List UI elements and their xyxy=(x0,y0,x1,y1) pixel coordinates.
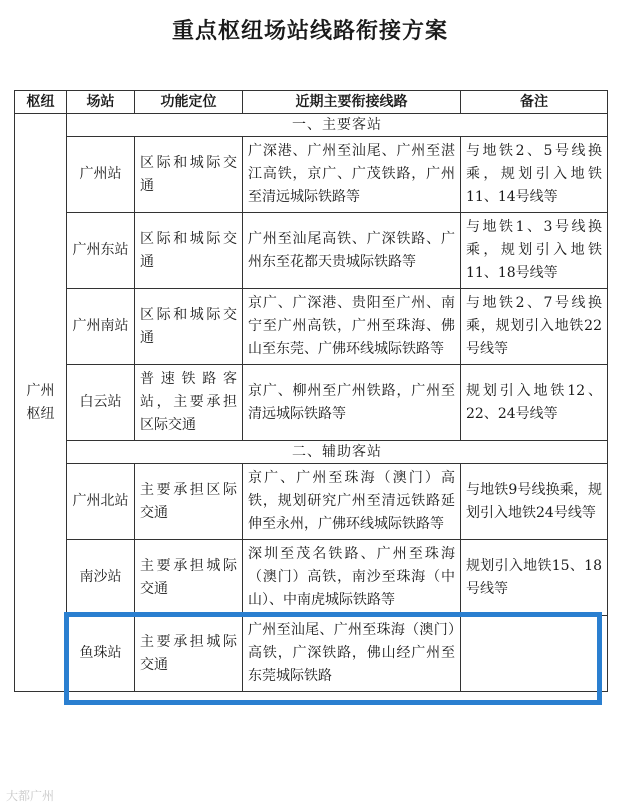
header-hub: 枢纽 xyxy=(15,91,67,114)
station-function: 区际和城际交通 xyxy=(135,289,243,365)
header-function: 功能定位 xyxy=(135,91,243,114)
document-title: 重点枢纽场站线路衔接方案 xyxy=(171,19,448,44)
table-row-highlighted xyxy=(15,540,608,616)
station-lines: 深圳至茂名铁路、广州至珠海（澳门）高铁，南沙至珠海（中山）、中南虎城际铁路等 xyxy=(243,540,461,616)
station-note: 与地铁9号线换乘，规划引入地铁24号线等 xyxy=(461,464,608,540)
hub-cell: 广州枢纽 xyxy=(15,114,67,692)
station-lines: 广深港、广州至汕尾、广州至湛江高铁，京广、广茂铁路，广州至清远城际铁路等 xyxy=(243,137,461,213)
station-note: 与地铁2、7号线换乘，规划引入地铁22号线等 xyxy=(461,289,608,365)
station-table xyxy=(14,90,608,692)
watermark: 大都广州 xyxy=(6,789,55,803)
station-function: 主要承担城际交通 xyxy=(135,616,243,692)
station-note: 规划引入地铁15、18号线等 xyxy=(461,540,608,616)
station-function: 区际和城际交通 xyxy=(135,137,243,213)
station-name: 广州南站 xyxy=(67,289,135,365)
station-lines: 京广、广州至珠海（澳门）高铁，规划研究广州至清远铁路延伸至永州，广佛环线城际铁路等 xyxy=(243,464,461,540)
station-name: 鱼珠站 xyxy=(67,616,135,692)
station-name: 广州北站 xyxy=(67,464,135,540)
table-row xyxy=(15,213,608,289)
section-label-auxiliary: 二、辅助客站 xyxy=(67,441,608,464)
station-function: 普速铁路客站，主要承担区际交通 xyxy=(135,365,243,441)
station-lines: 京广、柳州至广州铁路，广州至清远城际铁路等 xyxy=(243,365,461,441)
header-lines: 近期主要衔接线路 xyxy=(243,91,461,114)
station-name: 南沙站 xyxy=(67,540,135,616)
station-function: 区际和城际交通 xyxy=(135,213,243,289)
highlight-box xyxy=(64,612,602,705)
table-row xyxy=(15,464,608,540)
table-row xyxy=(15,289,608,365)
section-label-main: 一、主要客站 xyxy=(67,114,608,137)
header-station: 场站 xyxy=(67,91,135,114)
station-lines: 广州至汕尾高铁、广深铁路、广州东至花都天贵城际铁路等 xyxy=(243,213,461,289)
station-lines: 广州至汕尾、广州至珠海（澳门）高铁，广深铁路，佛山经广州至东莞城际铁路 xyxy=(243,616,461,692)
header-note: 备注 xyxy=(461,91,608,114)
station-function: 主要承担区际交通 xyxy=(135,464,243,540)
station-note: 与地铁2、5号线换乘，规划引入地铁11、14号线等 xyxy=(461,137,608,213)
table-row xyxy=(15,137,608,213)
station-name: 广州东站 xyxy=(67,213,135,289)
section-row xyxy=(15,441,608,464)
station-lines: 京广、广深港、贵阳至广州、南宁至广州高铁，广州至珠海、佛山至东莞、广佛环线城际铁路等 xyxy=(243,289,461,365)
table-header-row xyxy=(15,91,608,114)
table-row xyxy=(15,365,608,441)
station-name: 广州站 xyxy=(67,137,135,213)
station-name: 白云站 xyxy=(67,365,135,441)
station-function: 主要承担城际交通 xyxy=(135,540,243,616)
station-note: 规划引入地铁12、22、24号线等 xyxy=(461,365,608,441)
section-row xyxy=(15,114,608,137)
station-note: 与地铁1、3号线换乘，规划引入地铁11、18号线等 xyxy=(461,213,608,289)
